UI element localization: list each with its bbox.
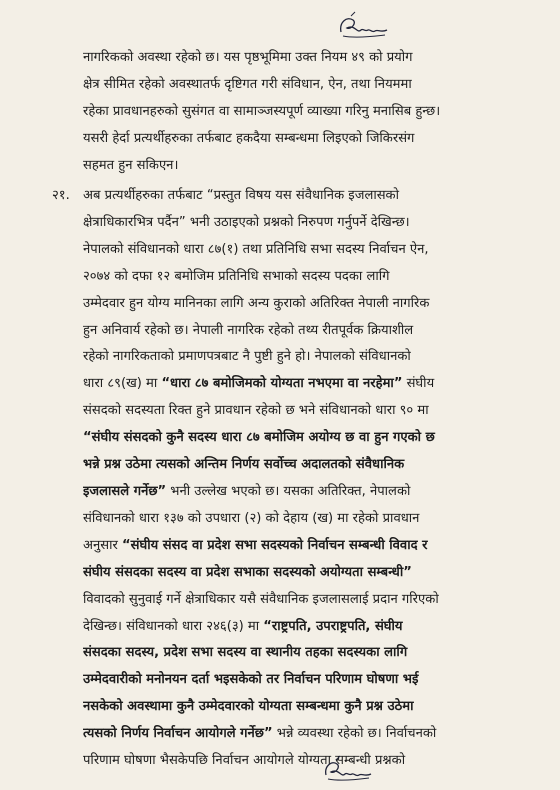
quoted-bold-text: “धारा ८७ बमोजिमको योग्यता नभएमा वा नरहेमा” xyxy=(161,376,403,392)
text-span: अनुसार xyxy=(83,537,123,553)
quoted-bold-text: भन्ने प्रश्न उठेमा त्यसको अन्तिम निर्णय सर्वोच्च अदालतको संवैधानिक xyxy=(83,457,405,473)
text-line xyxy=(83,694,523,721)
text-span: भन्ने व्यवस्था रहेको छ। निर्वाचनको xyxy=(272,726,437,742)
text-line xyxy=(83,667,523,694)
text-line: रहेका प्रावधानहरुको सुसंगत वा सामाञ्जस्यपूर्ण व्याख्या गरिनु मनासिब हुन्छ। xyxy=(83,103,441,119)
paragraph-number: २१. xyxy=(52,188,70,203)
text-line xyxy=(83,533,523,560)
text-line: विवादको सुनुवाई गर्ने क्षेत्राधिकार यसै संवैधानिक इजलासलाई प्रदान गरिएको xyxy=(83,591,439,607)
quoted-bold-text: नसकेको अवस्थामा कुनै उम्मेदवारको योग्यता सम्बन्धमा कुनै प्रश्न उठेमा xyxy=(83,699,414,715)
text-span: संघीय xyxy=(402,376,435,392)
text-line xyxy=(83,640,523,667)
text-line: नागरिकको अवस्था रहेको छ। यस पृष्ठभूमिमा उक्त नियम ४९ को प्रयोग xyxy=(83,50,413,65)
text-line: सहमत हुन सकिएन। xyxy=(83,157,179,173)
text-line: संविधानको धारा १३७ को उपधारा (२) को देहाय (ख) मा रहेको प्रावधान xyxy=(83,510,420,526)
text-line: नेपालको संविधानको धारा ८७(१) तथा प्रतिनिधि सभा सदस्य निर्वाचन ऐन, xyxy=(83,241,429,257)
text-line xyxy=(83,425,523,452)
text-span: धारा ८९(ख) मा xyxy=(83,376,162,392)
text-line: हुन अनिवार्य रहेको छ। नेपाली नागरिक रहेको तथ्य रीतपूर्वक क्रियाशील xyxy=(83,322,414,338)
quoted-bold-text: “संघीय संसद वा प्रदेश सभा सदस्यको निर्वाचन सम्बन्धी विवाद र xyxy=(122,537,428,553)
text-line: रहेको नागरिकताको प्रमाणपत्रबाट नै पुष्टी हुने हो। नेपालको संविधानको xyxy=(83,349,411,365)
text-line xyxy=(83,614,523,641)
text-span: भनी उल्लेख भएको छ। यसका अतिरिक्त, नेपालको xyxy=(166,483,411,499)
signature-top xyxy=(333,10,393,46)
text-line: परिणाम घोषणा भैसकेपछि निर्वाचन आयोगले योग्यता सम्बन्धी प्रश्नको xyxy=(83,753,406,769)
text-line: यसरी हेर्दा प्रत्यर्थीहरुका तर्फबाट हकदैया सम्बन्धमा लिइएको जिकिरसंग xyxy=(83,130,415,146)
paragraph-21 xyxy=(83,183,523,775)
signature-bottom xyxy=(316,755,376,789)
text-line xyxy=(83,371,523,398)
text-span: देखिन्छ। संविधानको धारा २४६(३) मा xyxy=(83,618,264,634)
quoted-bold-text: “राष्ट्रपति, उपराष्ट्रपति, संघीय xyxy=(263,618,403,634)
text-line: क्षेत्र सीमित रहेको अवस्थातर्फ दृष्टिगत गरी संविधान, ऐन, तथा नियममा xyxy=(83,76,412,92)
text-line: २०७४ को दफा १२ बमोजिम प्रतिनिधि सभाको सदस्य पदका लागि xyxy=(83,268,390,284)
text-line: उम्मेदवार हुन योग्य मानिनका लागि अन्य कुराको अतिरिक्त नेपाली नागरिक xyxy=(83,295,430,311)
text-line xyxy=(83,479,523,506)
quoted-bold-text: उम्मेदवारीको मनोनयन दर्ता भइसकेको तर निर्वाचन परिणाम घोषणा भई xyxy=(83,672,419,688)
quoted-bold-text: संसदका सदस्य, प्रदेश सभा सदस्य वा स्थानीय तहका सदस्यका लागि xyxy=(83,645,408,661)
text-line xyxy=(83,452,523,479)
text-line: अब प्रत्यर्थीहरुका तर्फबाट “प्रस्तुत विषय यस संवैधानिक इजलासको xyxy=(83,188,400,203)
quoted-bold-text: इजलासले गर्नेछ” xyxy=(83,483,167,499)
text-line xyxy=(83,721,523,748)
text-line: संसदको सदस्यता रिक्त हुने प्रावधान रहेको छ भने संविधानको धारा ९० मा xyxy=(83,403,429,419)
paragraph-1 xyxy=(83,45,523,180)
quoted-bold-text: संघीय संसदका सदस्य वा प्रदेश सभाका सदस्यको अयोग्यता सम्बन्धी” xyxy=(83,564,412,580)
text-line: क्षेत्राधिकारभित्र पर्दैन” भनी उठाइएको प्रश्नको निरुपण गर्नुपर्ने देखिन्छ। xyxy=(83,214,410,230)
quoted-bold-text: “संघीय संसदको कुनै सदस्य धारा ८७ बमोजिम अयोग्य छ वा हुन गएको छ xyxy=(83,430,435,446)
quoted-bold-text: त्यसको निर्णय निर्वाचन आयोगले गर्नेछ” xyxy=(83,726,273,742)
text-line xyxy=(83,560,523,587)
